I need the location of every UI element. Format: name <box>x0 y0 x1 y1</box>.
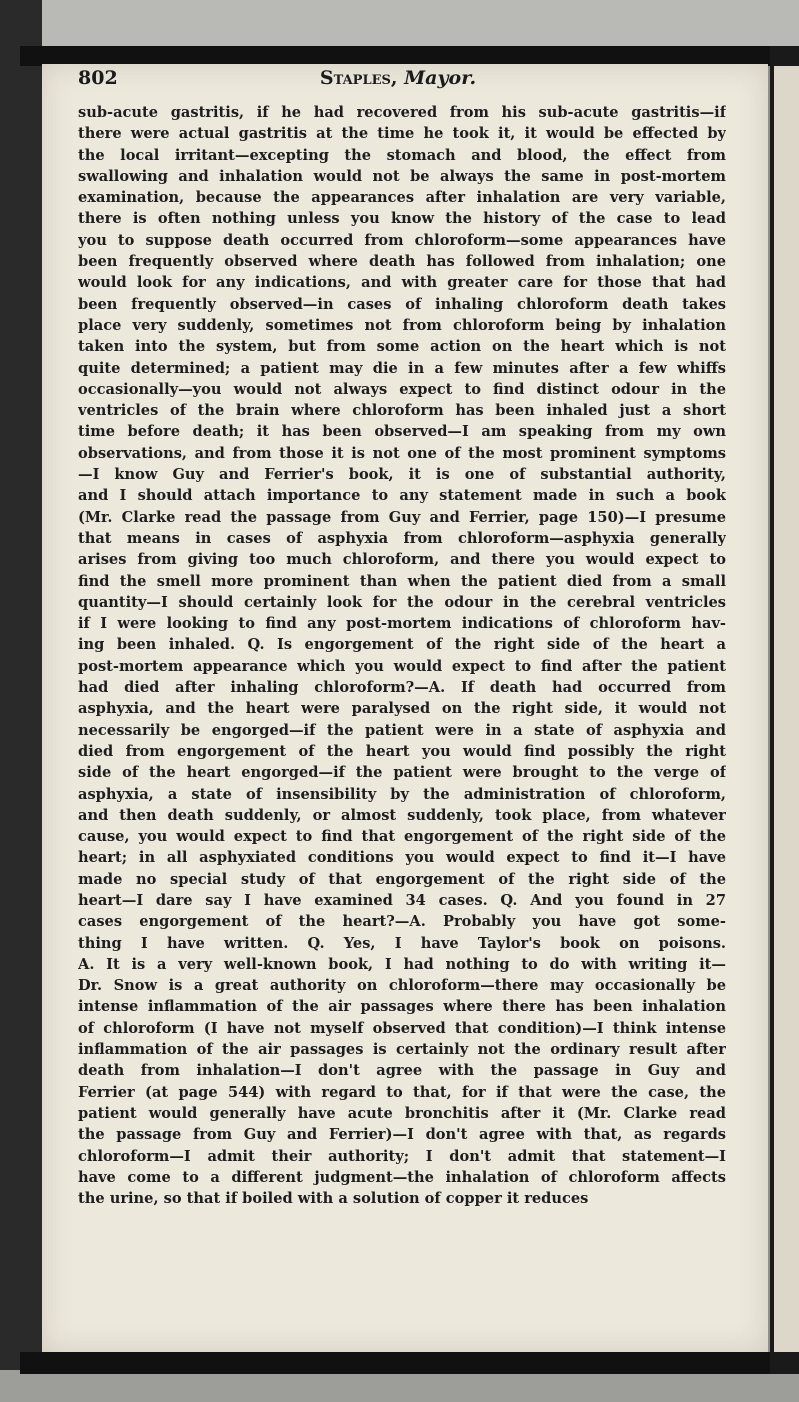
text-line: would look for any indications, and with greater care for those that had <box>78 274 726 292</box>
text-line: been frequently observed—in cases of inhaling chloroform death takes <box>78 295 726 313</box>
text-line: A. It is a very well-known book, I had nothing to do with writing it— <box>78 955 726 973</box>
text-line: ventricles of the brain where chloroform has been inhaled just a short <box>78 402 726 420</box>
text-line: and then death suddenly, or almost suddenly, took place, from whatever <box>78 806 726 824</box>
text-line: chloroform—I admit their authority; I don't admit that statement—I <box>78 1147 726 1165</box>
text-line: necessarily be engorged—if the patient were in a state of asphyxia and <box>78 721 726 739</box>
text-line: patient would generally have acute bronchitis after it (Mr. Clarke read <box>78 1104 726 1122</box>
text-line: cases engorgement of the heart?—A. Probably you have got some- <box>78 913 726 931</box>
text-line: —I know Guy and Ferrier's book, it is one of substantial authority, <box>78 466 726 484</box>
running-head-name: Staples, <box>319 67 398 89</box>
text-line: been frequently observed where death has followed from inhalation; one <box>78 253 726 271</box>
text-line: inflammation of the air passages is certainly not the ordinary result after <box>78 1041 726 1059</box>
text-line: had died after inhaling chloroform?—A. If death had occurred from <box>78 679 726 697</box>
text-line: there were actual gastritis at the time he took it, it would be effected by <box>78 125 726 143</box>
text-line: that means in cases of asphyxia from chloroform—asphyxia generally <box>78 529 726 547</box>
text-line: asphyxia, a state of insensibility by the administration of chloroform, <box>78 785 726 803</box>
text-line: taken into the system, but from some action on the heart which is not <box>78 338 726 356</box>
text-line: time before death; it has been observed—I am speaking from my own <box>78 423 726 441</box>
text-line: of chloroform (I have not myself observed that condition)—I think intense <box>78 1019 726 1037</box>
text-line: have come to a different judgment—the inhalation of chloroform affects <box>78 1168 726 1186</box>
text-line: and I should attach importance to any statement made in such a book <box>78 487 726 505</box>
page-number: 802 <box>78 67 118 89</box>
text-line: observations, and from those it is not one of the most prominent symptoms <box>78 444 726 462</box>
text-line: Dr. Snow is a great authority on chloroform—there may occasionally be <box>78 977 726 995</box>
text-line: Ferrier (at page 544) with regard to that, for if that were the case, the <box>78 1083 726 1101</box>
text-line: side of the heart engorged—if the patient were brought to the verge of <box>78 764 726 782</box>
scan-frame-bar-bottom <box>20 1352 799 1374</box>
text-line: the local irritant—excepting the stomach and blood, the effect from <box>78 146 726 164</box>
page-header <box>78 67 718 97</box>
text-line: occasionally—you would not always expect to find distinct odour in the <box>78 380 726 398</box>
text-line: find the smell more prominent than when the patient died from a small <box>78 572 726 590</box>
scan-frame-bar-top <box>20 46 799 66</box>
text-line: quantity—I should certainly look for the odour in the cerebral ventricles <box>78 593 726 611</box>
text-line: intense inflammation of the air passages where there has been inhalation <box>78 998 726 1016</box>
text-line: there is often nothing unless you know the history of the case to lead <box>78 210 726 228</box>
text-line: examination, because the appearances after inhalation are very variable, <box>78 189 726 207</box>
body-text <box>78 102 726 1209</box>
text-line: quite determined; a patient may die in a few minutes after a few whiffs <box>78 359 726 377</box>
text-line: sub-acute gastritis, if he had recovered from his sub-acute gastritis—if <box>78 104 726 121</box>
text-line: swallowing and inhalation would not be always the same in post-mortem <box>78 167 726 185</box>
text-line: the passage from Guy and Ferrier)—I don't agree with that, as regards <box>78 1126 726 1144</box>
running-head-title: Mayor. <box>404 67 477 89</box>
text-line: arises from giving too much chloroform, and there you would expect to <box>78 551 726 569</box>
text-line: place very suddenly, sometimes not from chloroform being by inhalation <box>78 316 726 334</box>
text-line: post-mortem appearance which you would expect to find after the patient <box>78 657 726 675</box>
adjacent-page-edge <box>774 66 799 1352</box>
text-line: you to suppose death occurred from chloroform—some appearances have <box>78 231 726 249</box>
text-line: thing I have written. Q. Yes, I have Taylor's book on poisons. <box>78 934 726 952</box>
text-line: ing been inhaled. Q. Is engorgement of the right side of the heart a <box>78 636 726 654</box>
text-line: asphyxia, and the heart were paralysed on the right side, it would not <box>78 700 726 718</box>
text-line: if I were looking to find any post-mortem indications of chloroform hav- <box>78 615 726 633</box>
text-line: made no special study of that engorgement of the right side of the <box>78 870 726 888</box>
text-line: (Mr. Clarke read the passage from Guy and Ferrier, page 150)—I presume <box>78 508 726 526</box>
text-line: heart—I dare say I have examined 34 cases. Q. And you found in 27 <box>78 891 726 909</box>
text-line: the urine, so that if boiled with a solution of copper it reduces <box>78 1190 589 1208</box>
scan-frame-left <box>0 0 42 1402</box>
scan-frame-bottom <box>0 1370 799 1402</box>
text-line: cause, you would expect to find that engorgement of the right side of the <box>78 828 726 846</box>
text-line: death from inhalation—I don't agree with the passage in Guy and <box>78 1062 726 1080</box>
running-head <box>78 67 718 89</box>
text-line: died from engorgement of the heart you would find possibly the right <box>78 742 726 760</box>
text-line: heart; in all asphyxiated conditions you would expect to find it—I have <box>78 849 726 867</box>
